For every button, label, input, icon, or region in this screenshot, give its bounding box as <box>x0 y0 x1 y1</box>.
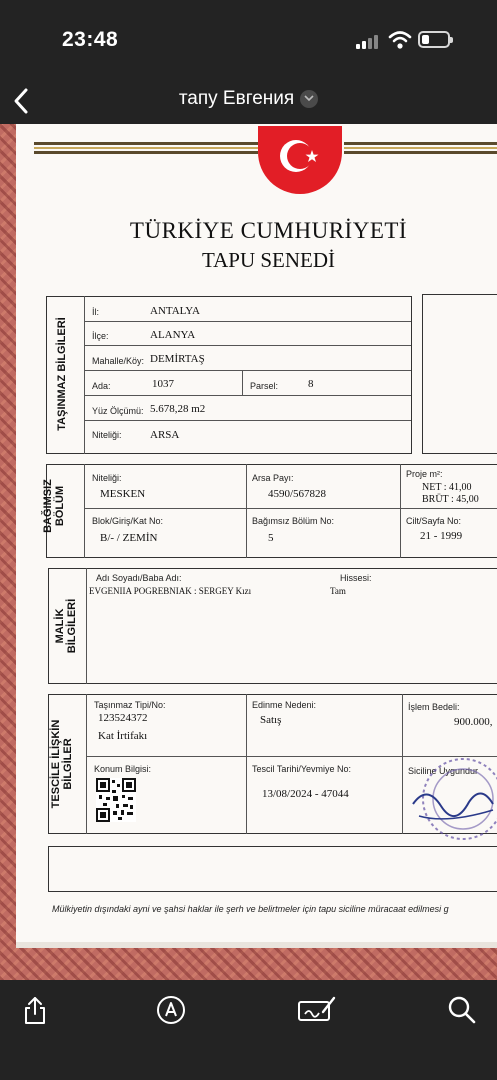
tescil-tarih-value: 13/08/2024 - 47044 <box>262 788 349 800</box>
ilce-value: ALANYA <box>150 329 196 341</box>
deed-title: TÜRKİYE CUMHURİYETİ <box>129 218 408 243</box>
blok-value: B/- / ZEMİN <box>100 532 158 544</box>
owner-name: EVGENIIA POGREBNIAK : SERGEY Kızı <box>89 586 252 596</box>
document-title-menu[interactable] <box>0 88 497 110</box>
tasinmaz-tip-no: 123524372 <box>98 712 148 724</box>
battery-icon <box>418 31 450 48</box>
brut-value: BRÜT : 45,00 <box>422 494 479 505</box>
qr-code-icon <box>96 778 136 822</box>
nav-bar <box>0 80 497 124</box>
markup-pen-icon[interactable] <box>155 994 187 1026</box>
chevron-down-icon <box>300 90 318 108</box>
bb-niteligi-value: MESKEN <box>100 488 146 500</box>
bolum-no-value: 5 <box>268 532 274 544</box>
yuzolcumu-value: 5.678,28 m2 <box>150 403 206 415</box>
signature-icon[interactable] <box>297 994 337 1026</box>
cellular-signal-icon <box>356 33 382 49</box>
arsa-payi-value: 4590/567828 <box>268 488 327 500</box>
annotations-box <box>48 846 497 892</box>
deed-subtitle: TAPU SENEDİ <box>201 248 336 272</box>
status-time: 23:48 <box>62 28 119 51</box>
tasinmaz-label: TAŞINMAZ BİLGİLERİ <box>56 317 68 431</box>
ada-value: 1037 <box>152 378 174 390</box>
bedel-value: 900.000, <box>454 716 493 728</box>
cilt-value: 21 - 1999 <box>420 530 463 542</box>
document-title: тапу Евгения <box>178 88 295 109</box>
share-icon[interactable] <box>19 994 51 1026</box>
document-viewer[interactable]: TÜRKİYE CUMHURİYETİ TAPU SENEDİ TAŞINMAZ BİLGİLERİ İl: ANTALYA İlçe: ALANYA Mahalle/Köy: DEMİRTAŞ Ada: 1037 Parsel: 8 Yüz Ölçümü: 5.678,28 m2 Niteliği: ARSA BAĞIMSIZ BÖLÜM Niteliği: MESKEN Arsa Payı: 4590/567828 Proje m²: NET : 41,00 BRÜT : 45,00 Blok/Giriş/Kat No: B/- / ZEMİN Bağımsız Bölüm No: 5 Cilt/Sayfa No: 21 - 1999 MALİK BİLGİLERİ Adı Soyadı/Baba Adı: Hissesi: EVGENIIA POGREBNIAK : SERGEY Kızı Tam TESCİLE İLİŞKİN BİLGİLER Taşınmaz Tipi/No: 123524372 Kat İrtifakı Edinme Nedeni: Satış İşlem Bedeli: 900.000, Konum Bilgisi: Tescil Tarihi/Yevmiye No: 13/08/2024 - 47044 Siciline Uygundur Mülkiyetin dışındaki ayni ve şahsi haklar ile şerh ve belirtmeler için tapu siciline müracaat edilmesi g <box>0 124 497 980</box>
status-bar <box>0 0 497 80</box>
tasinmaz-tip: Kat İrtifakı <box>98 730 148 742</box>
wifi-icon <box>388 30 412 50</box>
parsel-value: 8 <box>308 378 314 390</box>
niteligi-value: ARSA <box>150 429 180 441</box>
bottom-toolbar <box>0 980 497 1080</box>
mahalle-value: DEMİRTAŞ <box>150 353 205 365</box>
net-value: NET : 41,00 <box>422 482 472 493</box>
official-stamp-icon <box>407 744 497 844</box>
photo-box <box>422 294 497 454</box>
edinme-value: Satış <box>260 714 282 726</box>
share-value: Tam <box>330 586 346 596</box>
search-icon[interactable] <box>446 994 478 1026</box>
il-value: ANTALYA <box>150 305 200 317</box>
footer-note: Mülkiyetin dışındaki ayni ve şahsi haklar ile şerh ve belirtmeler için tapu siciline müracaat edilmesi g <box>52 904 449 914</box>
